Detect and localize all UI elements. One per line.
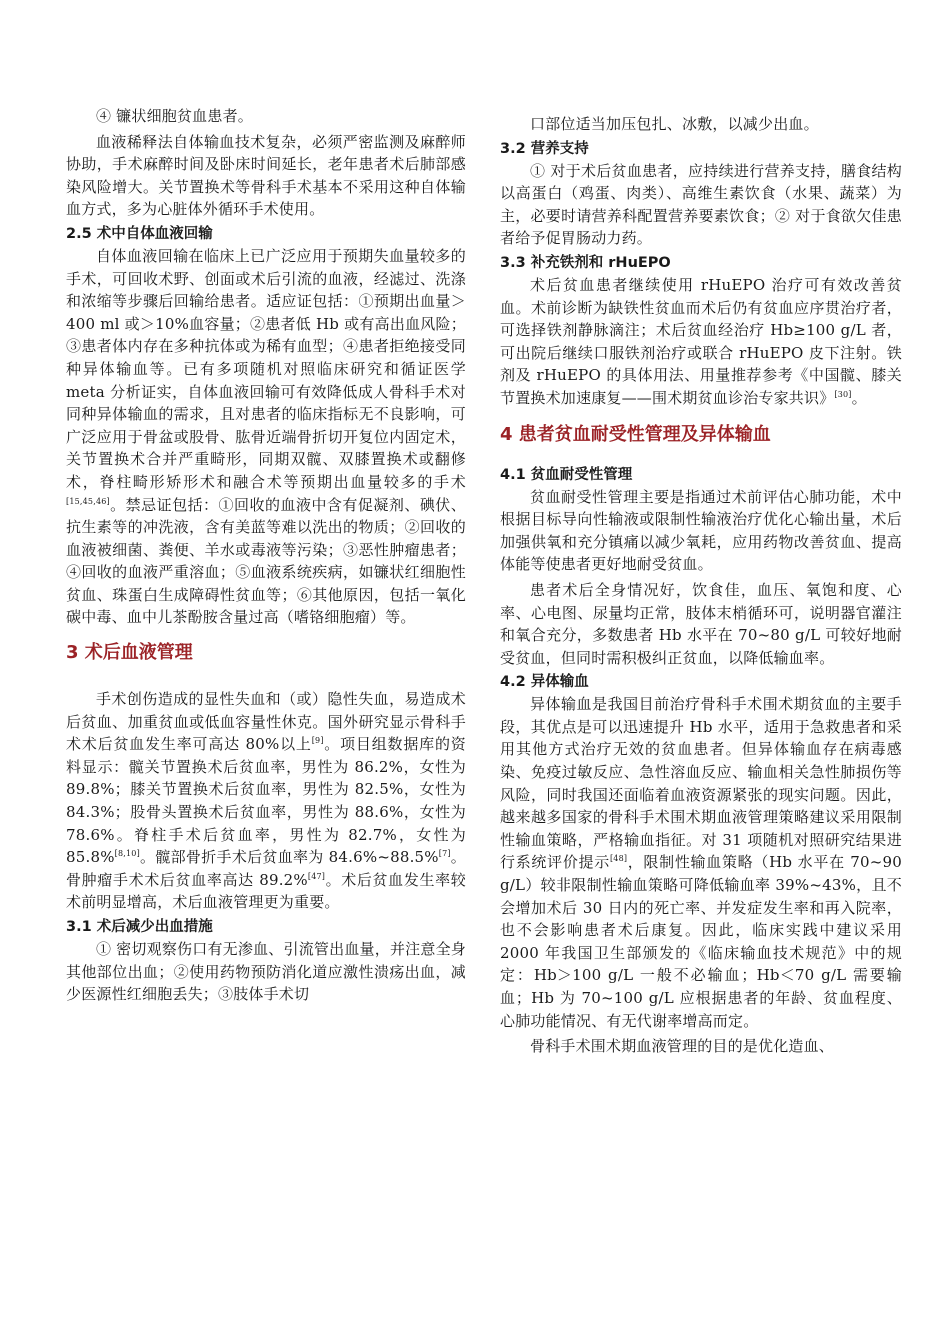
paragraph-3-2: ① 对于术后贫血患者，应持续进行营养支持，膳食结构以高蛋白（鸡蛋、肉类）、高维生素饮食（水果、蔬菜）为主，必要时请营养科配置营养要素饮食；② 对于食欲欠佳患者给予促胃肠动力药。 <box>500 161 902 248</box>
heading-3-3: 3.3 补充铁剂和 rHuEPO <box>500 254 671 271</box>
paragraph-4-1-a: 贫血耐受性管理主要是指通过术前评估心肺功能，术中根据目标导向性输液或限制性输液治疗优化心输出量，术后加强供氧和充分镇痛以减少氧耗，应用药物改善贫血、提高体能等使患者更好地耐受贫血。 <box>500 487 902 574</box>
left-column <box>66 105 466 1006</box>
citation: [48] <box>609 854 628 864</box>
heading-3-1: 3.1 术后减少出血措施 <box>66 919 213 935</box>
paragraph-hemodilution: 血液稀释法自体输血技术复杂，必须严密监测及麻醉师协助，手术麻醉时间及卧床时间延长，老年患者术后肺部感染风险增大。关节置换术等骨科手术基本不采用这种自体输血方式，多为心脏体外循环手术使用。 <box>66 132 466 219</box>
paragraph-3-3: 术后贫血患者继续使用 rHuEPO 治疗可有效改善贫血。术前诊断为缺铁性贫血而术后仍有贫血应序贯治疗者，可选择铁剂静脉滴注；术后贫血经治疗 Hb≥100 g/L 者，可出院后继续口服铁剂治疗或联合 rHuEPO 皮下注射。铁剂及 rHuEPO 的具体用法、用量推荐参考《中国髋、膝关节置换术加速康复——围术期贫血诊治专家共识》[30]。 <box>500 275 902 407</box>
citation: [47] <box>307 871 326 881</box>
citation: [30] <box>834 389 852 399</box>
paragraph-3-1: ① 密切观察伤口有无渗血、引流管出血量，并注意全身其他部位出血；②使用药物预防消化道应激性溃疡出血，减少医源性红细胞丢失；③肢体手术切 <box>66 940 466 1004</box>
paragraph-3: 手术创伤造成的显性失血和（或）隐性失血，易造成术后贫血、加重贫血或低血容量性休克。国外研究显示骨科手术术后贫血发生率可高达 80%以上[9]。项目组数据库的资料显示：髋关节置换术后贫血率，男性为 86.2%，女性为 89.8%；膝关节置换术后贫血率，男性为 82.5%，女性为 84.3%；股骨头置换术后贫血率，男性为 88.6%，女性为 78.6%。脊柱手术后贫血率，男性为 82.7%，女性为 85.8%[8,10]。髋部骨折手术后贫血率为 84.6%~88.5%[7]。骨肿瘤手术术后贫血率高达 89.2%[47]。术后贫血发生率较术前明显增高，术后血液管理更为重要。 <box>66 690 466 912</box>
paragraph-4-2: 异体输血是我国目前治疗骨科手术围术期贫血的主要手段，其优点是可以迅速提升 Hb 水平，适用于急救患者和采用其他方式治疗无效的贫血患者。但异体输血存在病毒感染、免疫过敏反应、急性溶血反应、输血相关急性肺损伤等风险，同时我国还面临着血液资源紧张的现实问题。因此，越来越多国家的骨科手术围术期血液管理策略建议采用限制性输血策略，严格输血指征。对 31 项随机对照研究结果进行系统评价提示[48]，限制性输血策略（Hb 水平在 70~90 g/L）较非限制性输血策略可降低输血率 39%~43%，且不会增加术后 30 日内的死亡率、并发症发生率和再入院率，也不会影响患者术后康复。因此，临床实践中建议采用 2000 年我国卫生部颁发的《临床输血技术规范》中的规定：Hb＞100 g/L 一般不必输血；Hb＜70 g/L 需要输血；Hb 为 70~100 g/L 应根据患者的年龄、贫血程度、心肺功能情况、有无代谢率增高而定。 <box>500 695 902 1030</box>
heading-3-2: 3.2 营养支持 <box>500 140 589 157</box>
paragraph-2-5: 自体血液回输在临床上已广泛应用于预期失血量较多的手术，可回收术野、创面或术后引流的血液，经滤过、洗涤和浓缩等步骤后回输给患者。适应证包括：①预期出血量＞400 ml 或＞10%血容量；②患者低 Hb 或有高出血风险；③患者体内存在多种抗体或为稀有血型；④患者拒绝接受同种异体输血等。已有多项随机对照临床研究和循证医学 meta 分析证实，自体血液回输可有效降低成人骨科手术对同种异体输血的需求，且对患者的临床指标无不良影响，可广泛应用于骨盆或股骨、肱骨近端骨折切开复位内固定术，关节置换术合并严重畸形，同期双髋、双膝置换术或翻修术，脊柱畸形矫形术和融合术等预期出血量较多的手术[15,45,46]。禁忌证包括：①回收的血液中含有促凝剂、碘伏、抗生素等的冲洗液，含有美蓝等难以洗出的物质；②回收的血液被细菌、粪便、羊水或毒液等污染；③恶性肿瘤患者；④回收的血液严重溶血；⑤血液系统疾病，如镰状红细胞性贫血、珠蛋白生成障碍性贫血等；⑥其他原因，包括一氧化碳中毒、血中儿茶酚胺含量过高（嗜铬细胞瘤）等。 <box>66 246 466 627</box>
heading-2-5: 2.5 术中自体血液回输 <box>66 225 213 242</box>
heading-4: 4 患者贫血耐受性管理及异体输血 <box>500 423 771 445</box>
citation: [15,45,46] <box>66 496 110 506</box>
citation: [9] <box>311 736 324 746</box>
heading-4-1: 4.1 贫血耐受性管理 <box>500 466 633 483</box>
paragraph-4-2-c: 骨科手术围术期血液管理的目的是优化造血、 <box>530 1037 835 1056</box>
citation: [7] <box>438 849 451 859</box>
continued-paragraph: 口部位适当加压包扎、冰敷，以减少出血。 <box>530 115 819 133</box>
heading-3: 3 术后血液管理 <box>66 642 193 664</box>
continued-paragraph: ④ 镰状细胞贫血患者。 <box>96 107 253 125</box>
right-column <box>500 113 902 1058</box>
paragraph-4-1-b: 患者术后全身情况好，饮食佳，血压、氧饱和度、心率、心电图、尿量均正常，肢体末梢循环可，说明器官灌注和氧合充分，多数患者 Hb 水平在 70~80 g/L 可较好地耐受贫血，但同时需积极纠正贫血，以降低输血率。 <box>500 580 902 667</box>
heading-4-2: 4.2 异体输血 <box>500 674 589 691</box>
citation: [8,10] <box>114 849 140 859</box>
